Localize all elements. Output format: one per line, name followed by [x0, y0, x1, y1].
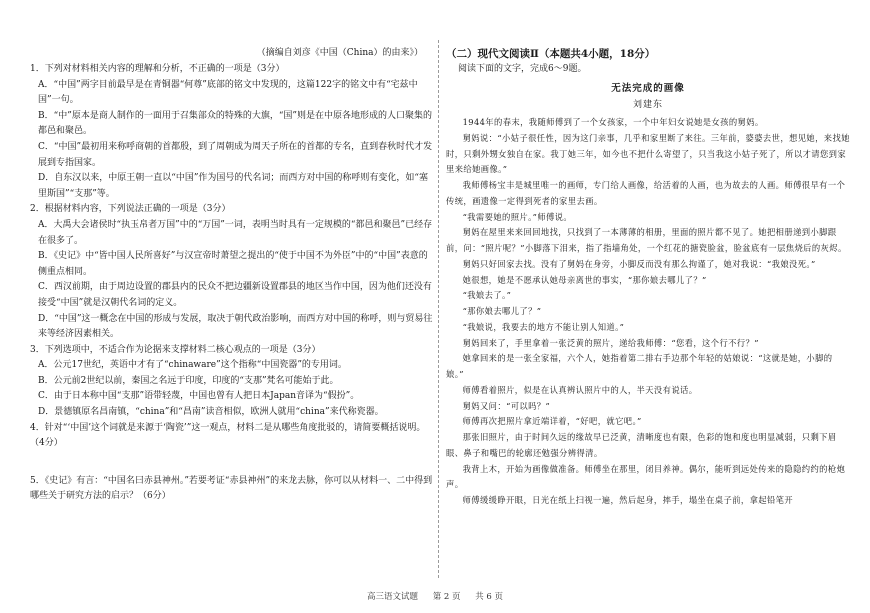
question-1-option-c: C．“中国”最初用来称呼商朝的首都殷，到了周朝成为周天子所在的首都的专名，直到春秋时代才发展到专指国家。 [38, 141, 433, 168]
footer-total-pages: 共 6 页 [475, 592, 504, 602]
paragraph: 舅妈只好回家去找。没有了舅妈在身旁，小脚反而没有那么拘谨了，她对我说：“我娘没死。” [462, 258, 816, 269]
question-5 [30, 474, 433, 505]
question-3-option-a: A．公元17世纪，英语中才有了“chinaware”这个指称“中国瓷器”的专用词。 [38, 360, 347, 371]
article-title: 无法完成的画像 [611, 83, 685, 94]
paragraph: 那张旧照片，由于时间久远的缘故早已泛黄，清晰度也有限，色彩的饱和度也明显减弱，只剩下眉眼、鼻子和嘴巴的轮廓还勉强分辨得清。 [446, 432, 837, 458]
paragraph: 舅妈在屋里来来回回地找，只找到了一本薄薄的相册，里面的照片都不见了。她把相册递到小脚跟前，问：“照片呢？”小脚落下泪来，指了指墙角处，一个红花的搪瓷脸盆，脸盆底有一层焦烧后的灰烬。 [446, 227, 847, 253]
paragraph: 1944年的春末，我随师傅到了一个女孩家，一个中年妇女说她是女孩的舅妈。 [462, 117, 764, 127]
question-2-option-c: C．西汉前期，由于周边设置的郡县内的民众不把边疆新设置郡县的地区当作中国，因为他们还没有接受“中国”就是汉朝代名词的定义。 [38, 282, 432, 308]
column-divider [438, 40, 439, 578]
page-footer [0, 590, 870, 602]
paragraph: 舅妈回来了，手里拿着一张泛黄的照片，递给我师傅：“您看，这个行不行？” [462, 337, 759, 348]
question-4 [30, 421, 433, 452]
question-1 [30, 62, 433, 202]
paragraph: 师傅看着照片，似是在认真辨认照片中的人，半天没有说话。 [462, 384, 698, 395]
paragraph: “那你娘去哪儿了？” [462, 306, 542, 316]
question-2-option-b: B．《史记》中“皆中国人民所喜好”与汉宣帝时萧望之提出的“使于中国不为外臣”中的“中国”表意的侧重点相同。 [38, 251, 428, 277]
paragraph: 舅妈又问：“可以吗？” [462, 400, 551, 411]
article-author: 刘建东 [632, 100, 663, 110]
question-2-option-d: D．“中国”这一概念在中国的形成与发展，取决于朝代政治影响，而西方对中国的称呼，则与贸易往来等经济因素相关。 [38, 313, 433, 340]
paragraph: “我娘去了。” [462, 290, 512, 301]
question-3 [30, 343, 433, 421]
paragraph: 师傅缓缓睁开眼，日光在纸上扫视一遍，然后起身，摔手，塌坐在桌子前，拿起铅笔开 [462, 495, 794, 505]
question-2 [30, 202, 433, 342]
question-1-option-d: D．自东汉以来，中原王朝一直以“中国”作为国号的代名词；而西方对中国的称呼则有变化，如“塞里斯国”“支那”等。 [38, 173, 429, 199]
paragraph: 舅妈说：“小姑子很任性，因为这门亲事，几乎和家里断了来往。三年前，婆婆去世，想见她，来找她时，只剩外甥女独自在家。我丁她三年，如今也不把什么寄望了，只当我这小姑子死了，所以才请您到家里来给她画像。” [446, 132, 850, 175]
question-2-stem: 2．根据材料内容，下列说法正确的一项是（3分） [30, 204, 231, 215]
footer-exam-name: 高三语文试题 [366, 592, 418, 602]
question-3-option-d: D．景德镇原名昌南镇，“china”和“昌南”读音相似，欧洲人就用“china”来代称瓷器。 [38, 407, 384, 418]
paragraph: 我背上木，开始为画像做准备。师傅坐在那里，闭目养神。偶尔，能听到远处传来的隐隐约约的枪炮声。 [446, 463, 846, 490]
paragraph: 她拿回来的是一张全家福，六个人，她指着第二排右手边那个年轻的姑娘说：“这就是她，小脚的娘。” [446, 353, 833, 379]
question-3-stem: 3．下列选项中，不适合作为论据来支撑材料二核心观点的一项是（3分） [30, 344, 321, 355]
reading-instruction: 阅读下面的文字，完成6～9题。 [458, 64, 587, 74]
question-3-option-c: C．由于日本称中国“支那”语带轻蔑，中国也曾有人把日本Japan音译为“假扮”。 [38, 391, 360, 402]
footer-page-number: 第 2 页 [432, 592, 461, 602]
answer-space [30, 452, 433, 474]
paragraph: 师傅再次把照片拿近端详着，“好吧，就它吧。” [462, 416, 642, 427]
paragraph: “我娘说，我要去的地方不能让别人知道。” [462, 321, 625, 332]
right-column [446, 46, 850, 509]
paragraph: “我需要她的照片。”师傅说。 [462, 211, 573, 222]
question-5-stem: 5．《史记》有言：“中国名曰赤县神州。”若要考证“赤县神州”的来龙去脉，你可以从材料一、二中得到哪些关于研究方法的启示？（6分） [30, 475, 433, 502]
question-2-option-a: A．大禹大会诸侯时“执玉帛者万国”中的“万国”一词，表明当时具有一定规模的“都邑和聚邑”已经存在很多了。 [38, 219, 433, 246]
question-4-stem: 4．针对“‘中国’这个词就是来源于‘陶瓷’”这一观点，材料二是从哪些角度批驳的，请简要概括说明。（4分） [30, 422, 426, 449]
paragraph: 她很想，她是不愿承认她母亲离世的事实，“那你娘去哪儿了？” [462, 274, 707, 285]
section-title: （二）现代文阅读Ⅱ（本题共4小题，18分） [446, 48, 656, 60]
paragraph: 我师傅杨宝丰是城里唯一的画师，专门给人画像，给活着的人画，也为故去的人画。师傅很早有一个传统，画遗像一定得到死者的家里去画。 [446, 180, 846, 206]
question-1-stem: 1．下列对材料相关内容的理解和分析，不正确的一项是（3分） [30, 64, 285, 74]
left-column [30, 46, 433, 505]
question-1-option-a: A．“中国”两字目前最早是在青铜器“何尊”底部的铭文中发现的，这篇122字的铭文中有“宅兹中国”一句。 [38, 79, 418, 106]
question-3-option-b: B．公元前2世纪以前，秦国之名远于印度，印度的“支那”梵名可能始于此。 [38, 375, 339, 386]
question-1-option-b: B．“中”原本是商人制作的一面用于召集部众的特殊的大旗，“国”则是在中原各地形成的人口聚集的都邑和聚邑。 [38, 110, 433, 137]
excerpt-source: （摘编自刘彦《中国（China）的由来》） [256, 48, 423, 58]
